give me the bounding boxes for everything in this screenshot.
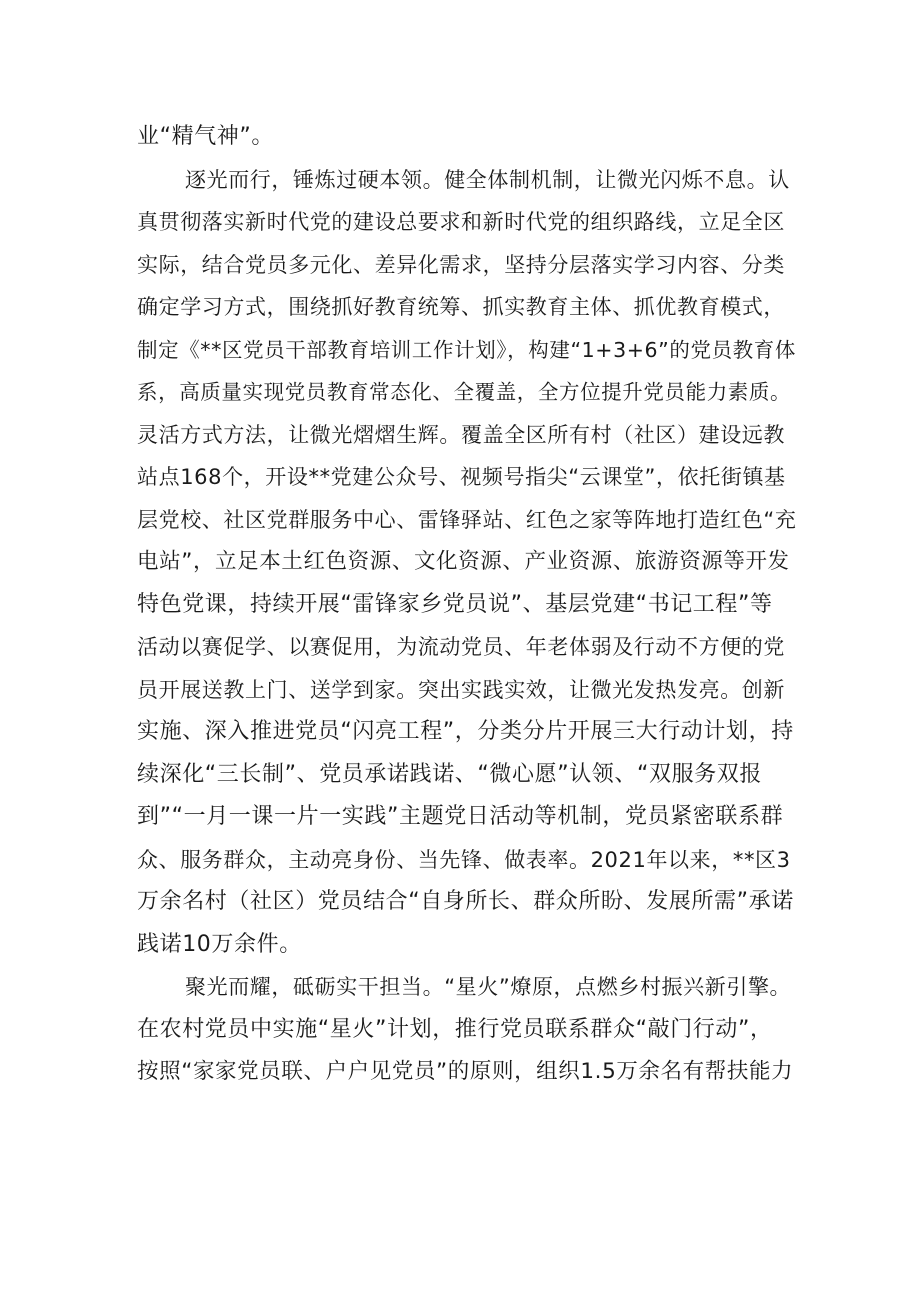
text-line: 活动以赛促学、以赛促用，为流动党员、年老体弱及行动不方便的党 — [137, 635, 785, 659]
text-line: 业“精气神”。 — [137, 124, 274, 149]
text-line: 实际，结合党员多元化、差异化需求，坚持分层落实学习内容、分类 — [137, 252, 785, 277]
text-line: 聚光而耀，砥砺实干担当。“星火”燎原，点燃乡村振兴新引擎。 — [185, 975, 792, 999]
text-line: 按照“家家党员联、户户见党员”的原则，组织1.5万余名有帮扶能力 — [137, 1059, 794, 1084]
text-line: 在农村党员中实施“星火”计划，推行党员联系群众“敲门行动”， — [137, 1016, 773, 1042]
text-line: 灵活方式方法，让微光熠熠生辉。覆盖全区所有村（社区）建设远教 — [137, 422, 785, 447]
text-line: 特色党课，持续开展“雷锋家乡党员说”、基层党建“书记工程”等 — [137, 591, 773, 617]
text-line: 践诺10万余件。 — [137, 931, 302, 957]
text-line: 系，高质量实现党员教育常态化、全覆盖，全方位提升党员能力素质。 — [137, 380, 792, 404]
text-line: 逐光而行，锤炼过硬本领。健全体制机制，让微光闪烁不息。认 — [185, 167, 790, 192]
text-line: 真贯彻落实新时代党的建设总要求和新时代党的组织路线，立足全区 — [137, 210, 785, 234]
text-line: 实施、深入推进党员“闪亮工程”，分类分片开展三大行动计划，持 — [137, 719, 794, 744]
text-line: 电站”，立足本土红色资源、文化资源、产业资源、旅游资源等开发 — [137, 549, 790, 574]
text-line: 确定学习方式，围绕抓好教育统筹、抓实教育主体、抓优教育模式， — [137, 295, 785, 319]
text-line: 制定《**区党员干部教育培训工作计划》，构建“1+3+6”的党员教育体 — [137, 337, 796, 362]
text-line: 万余名村（社区）党员结合“自身所长、群众所盼、发展所需”承诺 — [137, 889, 794, 914]
text-line: 站点168个，开设**党建公众号、视频号指尖“云课堂”，依托街镇基 — [137, 465, 786, 489]
text-line: 员开展送教上门、送学到家。突出实践实效，让微光发热发亮。创新 — [137, 677, 785, 702]
text-line: 层党校、社区党群服务中心、雷锋驿站、红色之家等阵地打造红色“充 — [137, 507, 797, 532]
text-line: 众、服务群众，主动亮身份、当先锋、做表率。2021年以来，**区3 — [137, 847, 791, 872]
document-body — [137, 116, 797, 1094]
text-line: 到”“一月一课一片一实践”主题党日活动等机制，党员紧密联系群 — [137, 804, 784, 829]
text-line: 续深化“三长制”、党员承诺践诺、“微心愿”认领、“双服务双报 — [137, 761, 762, 787]
